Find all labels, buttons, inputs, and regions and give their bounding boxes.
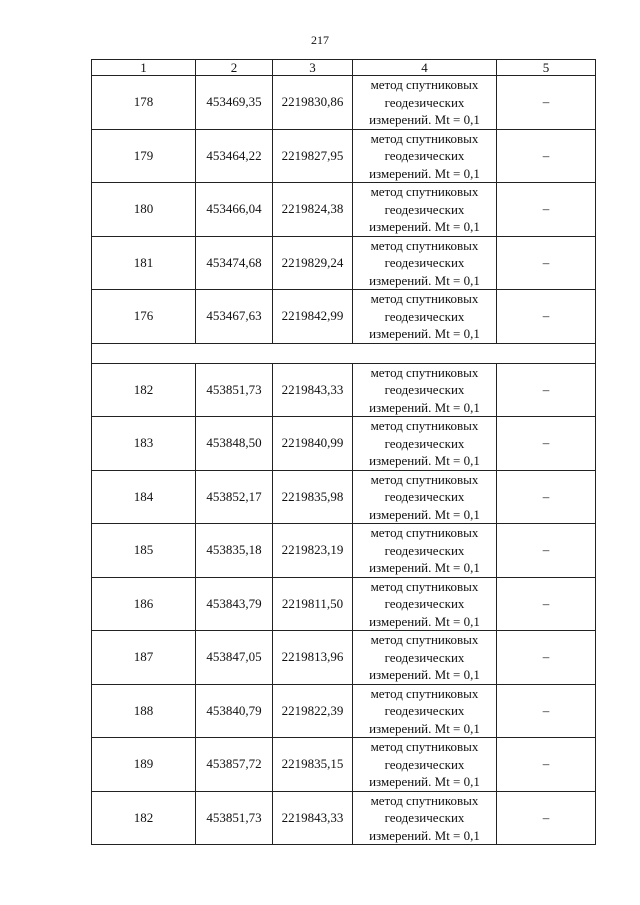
table-row	[92, 236, 596, 290]
method-line: метод спутниковых	[370, 237, 479, 253]
point-cell: 178	[92, 76, 196, 130]
method-line: метод спутниковых	[370, 291, 479, 306]
note-cell: –	[497, 524, 596, 578]
note-cell: –	[497, 76, 596, 130]
method-line: измерений. Mt = 0,1	[369, 165, 480, 181]
x-coordinate-cell: 453848,50	[196, 417, 273, 471]
table-row	[92, 417, 596, 471]
method-line: метод спутниковых	[370, 792, 479, 808]
header-col-3: 3	[273, 60, 353, 76]
method-line: измерений. Mt = 0,1	[369, 560, 480, 575]
table-row	[92, 470, 596, 524]
method-line: измерений. Mt = 0,1	[369, 399, 480, 415]
y-coordinate-cell: 2219830,86	[273, 76, 353, 130]
method-line: метод спутниковых	[370, 685, 479, 701]
note-cell: –	[497, 129, 596, 183]
point-cell: 188	[92, 684, 196, 738]
method-line: метод спутниковых	[370, 77, 479, 92]
method-cell	[353, 290, 497, 344]
y-coordinate-cell: 2219840,99	[273, 417, 353, 471]
y-coordinate-cell: 2219811,50	[273, 577, 353, 631]
method-cell	[353, 631, 497, 685]
y-coordinate-cell: 2219835,98	[273, 470, 353, 524]
method-line: метод спутниковых	[370, 130, 479, 146]
method-cell	[353, 363, 497, 417]
x-coordinate-cell: 453857,72	[196, 738, 273, 792]
method-line: метод спутниковых	[370, 578, 479, 594]
method-line: измерений. Mt = 0,1	[369, 720, 480, 736]
y-coordinate-cell: 2219843,33	[273, 791, 353, 845]
method-line: метод спутниковых	[370, 364, 479, 380]
y-coordinate-cell: 2219843,33	[273, 363, 353, 417]
method-cell	[353, 129, 497, 183]
method-line: метод спутниковых	[370, 632, 479, 647]
table-row	[92, 129, 596, 183]
x-coordinate-cell: 453464,22	[196, 129, 273, 183]
method-cell	[353, 183, 497, 237]
method-line: геодезических	[384, 148, 465, 163]
x-coordinate-cell: 453474,68	[196, 236, 273, 290]
y-coordinate-cell: 2219842,99	[273, 290, 353, 344]
method-line: измерений. Mt = 0,1	[369, 112, 480, 127]
method-line: метод спутниковых	[370, 525, 479, 540]
x-coordinate-cell: 453466,04	[196, 183, 273, 237]
table-row	[92, 791, 596, 845]
x-coordinate-cell: 453840,79	[196, 684, 273, 738]
point-cell: 182	[92, 791, 196, 845]
note-cell: –	[497, 631, 596, 685]
note-cell: –	[497, 577, 596, 631]
method-line: геодезических	[384, 201, 465, 217]
method-line: измерений. Mt = 0,1	[369, 219, 480, 234]
table-row	[92, 183, 596, 237]
method-line: измерений. Mt = 0,1	[369, 326, 480, 341]
method-line: метод спутниковых	[370, 739, 479, 754]
x-coordinate-cell: 453835,18	[196, 524, 273, 578]
x-coordinate-cell: 453469,35	[196, 76, 273, 130]
table-row	[92, 363, 596, 417]
method-cell	[353, 577, 497, 631]
point-cell: 184	[92, 470, 196, 524]
x-coordinate-cell: 453851,73	[196, 363, 273, 417]
method-line: геодезических	[384, 542, 465, 558]
y-coordinate-cell: 2219822,39	[273, 684, 353, 738]
method-line: геодезических	[384, 308, 465, 324]
x-coordinate-cell: 453852,17	[196, 470, 273, 524]
table-row	[92, 290, 596, 344]
method-cell	[353, 236, 497, 290]
method-line: геодезических	[384, 649, 465, 665]
method-cell	[353, 470, 497, 524]
point-cell: 189	[92, 738, 196, 792]
method-cell	[353, 738, 497, 792]
page-number: 217	[311, 33, 329, 47]
point-cell: 183	[92, 417, 196, 471]
header-col-2: 2	[196, 60, 273, 76]
point-cell: 181	[92, 236, 196, 290]
method-line: измерений. Mt = 0,1	[369, 774, 480, 789]
method-line: геодезических	[384, 596, 465, 611]
table-row	[92, 577, 596, 631]
point-cell: 182	[92, 363, 196, 417]
x-coordinate-cell: 453467,63	[196, 290, 273, 344]
point-cell: 187	[92, 631, 196, 685]
method-cell	[353, 524, 497, 578]
method-cell	[353, 684, 497, 738]
y-coordinate-cell: 2219823,19	[273, 524, 353, 578]
note-cell: –	[497, 363, 596, 417]
x-coordinate-cell: 453851,73	[196, 791, 273, 845]
method-line: измерений. Mt = 0,1	[369, 272, 480, 288]
method-line: измерений. Mt = 0,1	[369, 827, 480, 843]
method-line: метод спутниковых	[370, 184, 479, 199]
point-cell: 179	[92, 129, 196, 183]
point-cell: 180	[92, 183, 196, 237]
method-line: измерений. Mt = 0,1	[369, 667, 480, 682]
point-cell: 185	[92, 524, 196, 578]
note-cell: –	[497, 417, 596, 471]
method-line: геодезических	[384, 489, 465, 504]
y-coordinate-cell: 2219824,38	[273, 183, 353, 237]
x-coordinate-cell: 453847,05	[196, 631, 273, 685]
point-cell: 186	[92, 577, 196, 631]
table-row	[92, 631, 596, 685]
method-cell	[353, 76, 497, 130]
note-cell: –	[497, 684, 596, 738]
method-line: геодезических	[384, 255, 465, 270]
note-cell: –	[497, 470, 596, 524]
x-coordinate-cell: 453843,79	[196, 577, 273, 631]
note-cell: –	[497, 791, 596, 845]
method-line: измерений. Mt = 0,1	[369, 453, 480, 468]
note-cell: –	[497, 236, 596, 290]
table-row	[92, 738, 596, 792]
method-line: измерений. Mt = 0,1	[369, 613, 480, 629]
point-cell: 176	[92, 290, 196, 344]
table-row	[92, 524, 596, 578]
y-coordinate-cell: 2219829,24	[273, 236, 353, 290]
header-col-5: 5	[497, 60, 596, 76]
y-coordinate-cell: 2219813,96	[273, 631, 353, 685]
method-line: метод спутниковых	[370, 418, 479, 433]
method-line: геодезических	[384, 382, 465, 397]
table-row	[92, 76, 596, 130]
method-line: метод спутниковых	[370, 471, 479, 487]
method-line: геодезических	[384, 94, 465, 110]
method-line: геодезических	[384, 756, 465, 772]
header-col-1: 1	[92, 60, 196, 76]
method-line: геодезических	[384, 435, 465, 451]
note-cell: –	[497, 183, 596, 237]
y-coordinate-cell: 2219835,15	[273, 738, 353, 792]
group-separator-cell	[92, 343, 596, 363]
coordinates-table	[91, 59, 596, 845]
method-cell	[353, 791, 497, 845]
method-line: измерений. Mt = 0,1	[369, 506, 480, 522]
header-row	[92, 60, 596, 76]
method-line: геодезических	[384, 703, 465, 718]
table-row	[92, 684, 596, 738]
header-col-4: 4	[353, 60, 497, 76]
method-cell	[353, 417, 497, 471]
note-cell: –	[497, 738, 596, 792]
group-separator-row	[92, 343, 596, 363]
y-coordinate-cell: 2219827,95	[273, 129, 353, 183]
note-cell: –	[497, 290, 596, 344]
method-line: геодезических	[384, 810, 465, 825]
